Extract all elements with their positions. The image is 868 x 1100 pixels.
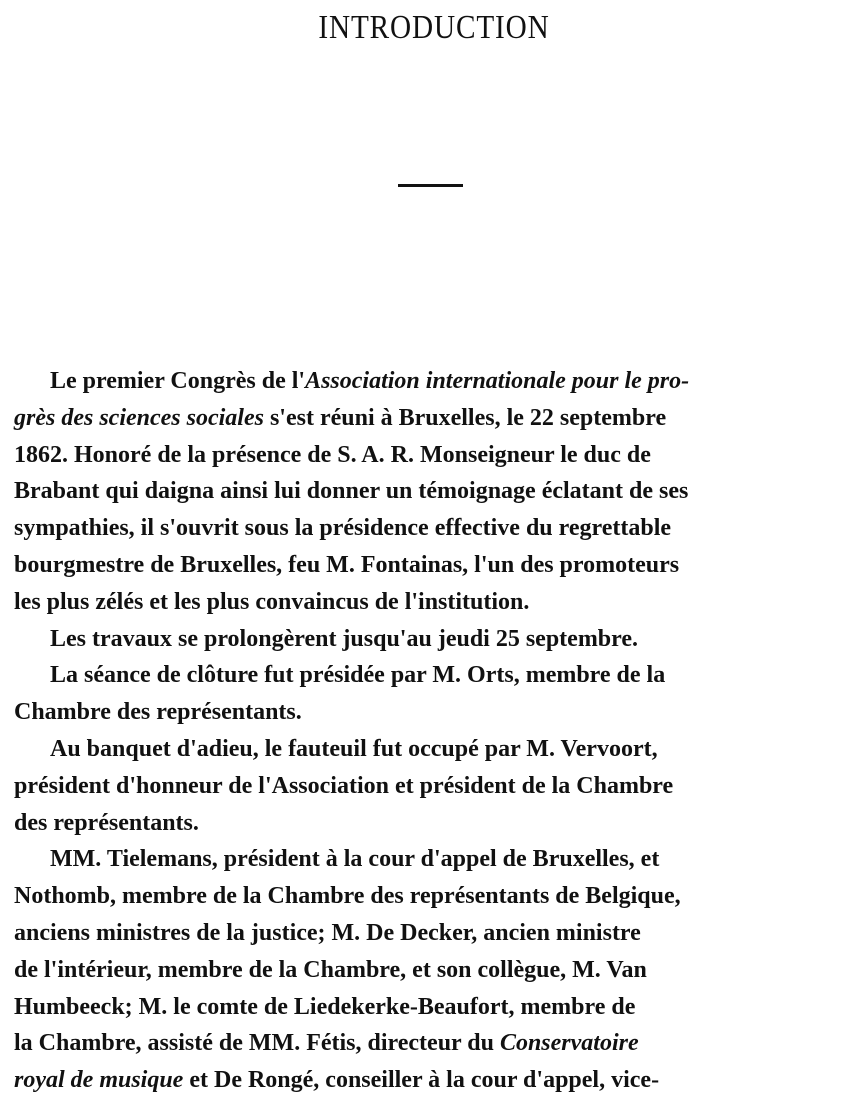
text-segment: les plus zélés et les plus convaincus de l'institution. [14,588,530,615]
text-line [14,805,860,842]
italic-text-segment: grès des sciences sociales [14,404,264,431]
text-segment: Humbeeck; M. le comte de Liedekerke-Beaufort, membre de [14,993,636,1020]
text-line [14,510,860,547]
italic-text-segment: royal de musique [14,1067,184,1094]
text-line [14,547,860,584]
text-segment: bourgmestre de Bruxelles, feu M. Fontainas, l'un des promoteurs [14,551,680,578]
text-segment: 1862. Honoré de la présence de S. A. R. Monseigneur le duc de [14,441,651,468]
text-segment: Les travaux se prolongèrent jusqu'au jeudi 25 septembre. [50,625,639,652]
text-segment: des représentants. [14,809,199,836]
heading-rule [398,184,463,187]
text-line [14,1062,860,1099]
page-heading: INTRODUCTION [318,9,550,46]
text-line [14,400,860,437]
text-line [14,694,860,731]
text-segment: Brabant qui daigna ainsi lui donner un témoignage éclatant de ses [14,478,689,505]
text-line [14,363,860,400]
text-line [14,952,860,989]
text-segment: La séance de clôture fut présidée par M. Orts, membre de la [50,662,666,689]
italic-text-segment: Conservatoire [499,1030,639,1057]
italic-text-segment: Association internationale pour le pro- [305,368,690,394]
text-line [14,915,860,952]
text-segment: s'est réuni à Bruxelles, le 22 septembre [263,404,667,431]
text-segment: la Chambre, assisté de MM. Fétis, directeur du [14,1030,500,1057]
text-line [14,584,860,621]
text-segment: président d'honneur de l'Association et président de la Chambre [14,772,674,799]
text-segment: Chambre des représentants. [14,699,302,726]
text-line [14,473,860,510]
text-line [14,1025,860,1062]
text-line [14,657,860,694]
text-segment: anciens ministres de la justice; M. De Decker, ancien ministre [14,919,641,946]
text-segment: Le premier Congrès de l' [50,368,306,394]
text-line [14,437,860,474]
text-segment: Au banquet d'adieu, le fauteuil fut occupé par M. Vervoort, [50,735,658,762]
text-line [14,841,860,878]
text-segment: Nothomb, membre de la Chambre des représentants de Belgique, [14,883,681,910]
text-segment: MM. Tielemans, président à la cour d'appel de Bruxelles, et [50,846,660,873]
text-line [14,768,860,805]
body-text [14,363,860,1099]
text-line [14,989,860,1026]
text-segment: de l'intérieur, membre de la Chambre, et son collègue, M. Van [14,956,647,983]
text-line [14,878,860,915]
text-segment: sympathies, il s'ouvrit sous la présidence effective du regrettable [14,515,672,542]
text-segment: et De Rongé, conseiller à la cour d'appel, vice- [183,1067,660,1094]
text-line [14,621,860,658]
text-line [14,731,860,768]
